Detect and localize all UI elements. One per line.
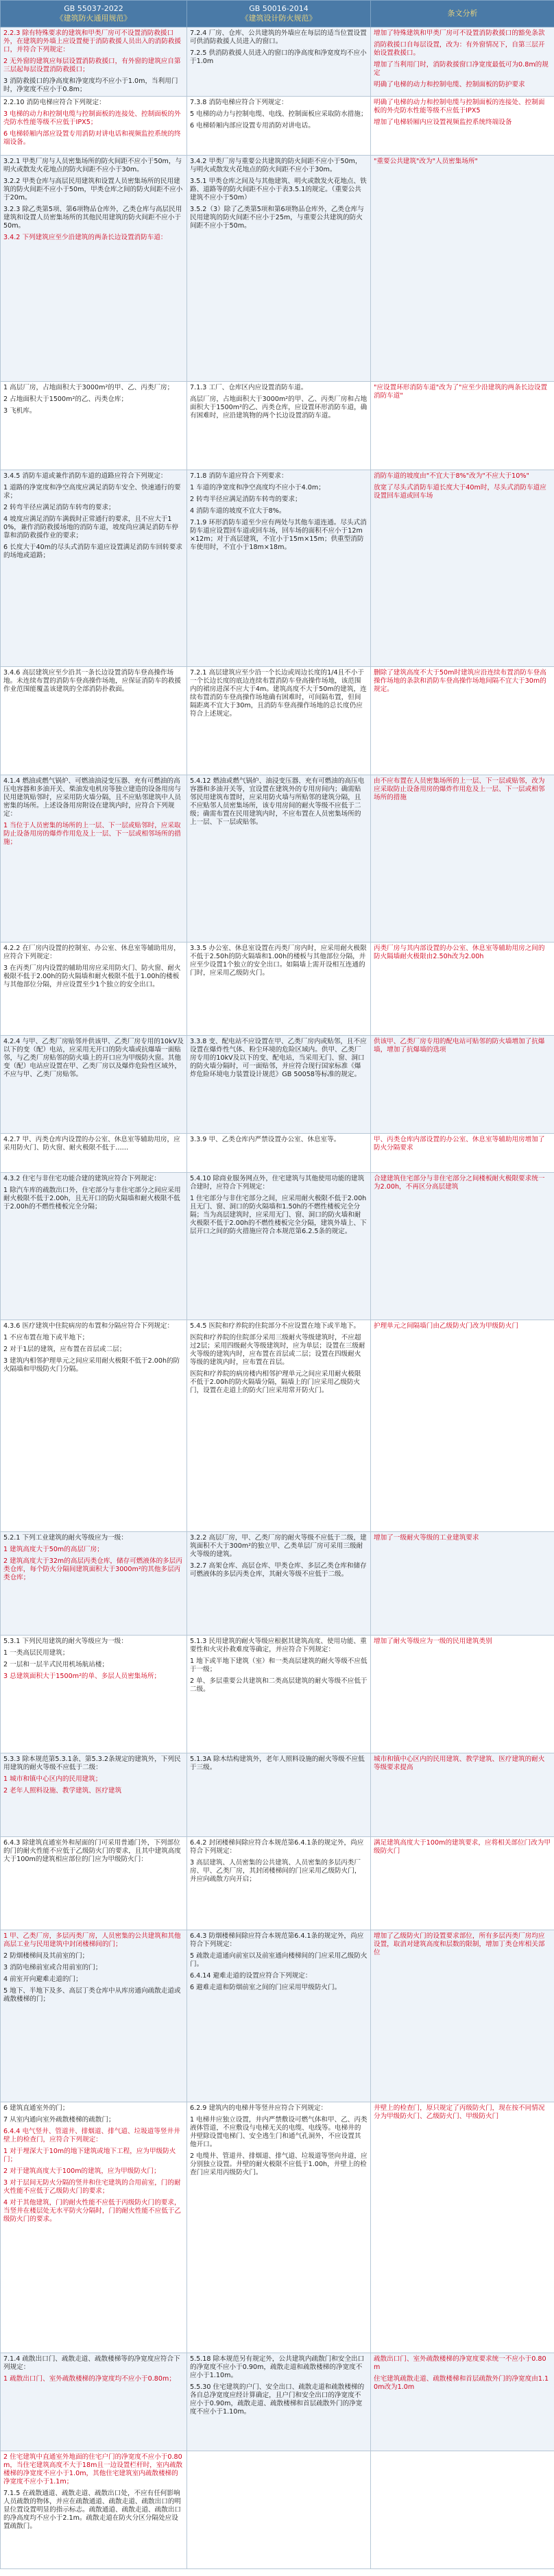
table-row <box>1 2102 554 2353</box>
clause-text: 7.1.8 消防车道应符合下列要求： <box>190 472 288 480</box>
table-row <box>1 382 554 470</box>
clause-text: 4.2.4 与甲、乙类厂房贴邻并供该甲、乙类厂房专用的10kV及以下的变（配）电站，应采用无开口的防火墙或抗爆墙一面贴邻，与乙类厂房贴邻的防火墙上的开口应为甲级防火窗。其他变（配）电站应设置在甲、乙类厂房以及爆炸危险性区域外，不应与甲、乙类厂房贴邻。 <box>3 1038 184 1078</box>
new-code-cell <box>1 667 187 775</box>
clause-text: 1 一类高层民用建筑； <box>3 1649 69 1657</box>
analysis-cell <box>371 382 554 470</box>
table-row <box>1 1134 554 1173</box>
clause-text: 甲、丙类仓库内部设置的办公室、休息室等辅助用房增加了防火分隔要求 <box>374 1136 545 1152</box>
old-code-cell <box>187 97 371 156</box>
clause-text: 2 建筑高度大于32m的高层丙类仓库，储存可燃液体的多层丙类仓库，每个防火分隔间建筑面积大于3000m²的其他多层丙类仓库； <box>3 1557 182 1581</box>
analysis-cell <box>371 2451 554 2569</box>
clause-text: 1 除汽车库的疏散出口外，住宅部分与非住宅部分之间应采用耐火极限不低于2.00h，且无开口的防火隔墙和耐火极限不低于2.00h的不燃性楼板完全分隔； <box>3 1187 181 1211</box>
clause-text: 6 长度大于40m的尽头式消防车道应设置满足消防车回转要求的场地或道路； <box>3 544 182 559</box>
clause-text: 4.2.7 甲、丙类仓库内设置的办公室、休息室等辅助用房，应采用防火门、防火窗、耐火极限不低于…… <box>3 1136 180 1152</box>
old-code-cell <box>187 2353 371 2451</box>
clause-text: 消防救援口自每层设置，改为：有外窗情况下，自第三层开始设置救援口。 <box>374 41 545 57</box>
clause-text: 满足建筑高度大于100m的建筑要求，应将相关部位门改为甲级防火门 <box>374 1839 551 1855</box>
clause-text: 消防车道的坡度由"不宜大于8%"改为"不应大于10%" <box>374 472 529 480</box>
clause-text: 7.1.4 疏散出口门、疏散走道、疏散楼梯等的净宽度应符合下列规定： <box>3 2355 180 2371</box>
clause-text: 7.3.8 消防电梯应符合下列规定： <box>190 99 288 106</box>
clause-text: 2 电缆井、管道井、排烟道、排气道、垃圾道等竖向井道，应分别独立设置。井壁的耐火极限不应低于1.00h，井壁上的检查门应采用丙级防火门。 <box>190 2152 368 2176</box>
clause-text: 疏散出口门、室外疏散楼梯的净宽度要求统一不应小于0.80m <box>374 2355 546 2371</box>
clause-text: 1 道路的净宽度和净空高度应满足消防车安全、快速通行的要求； <box>3 484 181 500</box>
header-new-code-title: GB 55037-2022 <box>64 4 123 13</box>
clause-text: 增加了电梯轿厢内应设置视频监控系统终端设备 <box>374 119 512 126</box>
clause-text: "应设置环形消防车道"改为了"应至少沿建筑的两条长边设置消防车道" <box>374 384 548 400</box>
new-code-cell <box>1 1636 187 1753</box>
clause-text: 2.2.3 除有特殊要求的建筑和甲类厂房可不设置消防救援口外，在建筑的外墙上应设置便于消防救援人员出入的消防救援口，并符合下列规定： <box>3 29 182 53</box>
header-old-code-title: GB 50016-2014 <box>249 4 309 13</box>
analysis-cell <box>371 2102 554 2353</box>
clause-text: 2 对于建筑高度大于100m的建筑，应为甲级防火门； <box>3 2167 160 2175</box>
clause-text: 3 消防救援口的净高度和净宽度均不应小于1.0m，当利用门时，净宽度不应小于0.8m； <box>3 77 178 93</box>
clause-text: 5.4.12 燃油或燃气锅炉、油浸变压器、充有可燃油的高压电容器和多油开关等，宜设置在建筑外的专用房间内；确需贴邻民用建筑布置时，应采用防火墙与所贴邻的建筑分隔，且不应贴邻人员密集场所，该专用房间的耐火等级不应低于二级；确需布置在民用建筑内时，不应布置在人员密集场所的上一层、下一层或贴邻。 <box>190 777 365 826</box>
clause-text: 6 电梯轿厢内部应设置专用消防对讲电话和视频监控系统的终端设备。 <box>3 130 181 146</box>
analysis-cell <box>371 775 554 943</box>
analysis-cell <box>371 1837 554 1930</box>
header-analysis <box>371 1 554 27</box>
clause-text: 3 消防电梯前室或合用前室的门； <box>3 1964 102 1971</box>
clause-text: 7.1.3 工厂、仓库区内应设置消防车道。 <box>190 384 308 391</box>
clause-text: 7 从室内通向室外疏散楼梯的疏散门； <box>3 2116 115 2124</box>
table-row <box>1 1636 554 1753</box>
header-new-code <box>1 1 187 27</box>
clause-text: 4 前室开向避难走道的门； <box>3 1976 82 1983</box>
clause-text: 5 电梯的动力与控制电缆、电线、控制面板应采取防水措施； <box>190 110 368 118</box>
clause-text: 4 坡度应满足消防车满载时正常通行的要求，且不应大于10%，兼作消防救援场地的消防车道，坡度尚应满足消防车停靠和消防救援作业的要求； <box>3 515 179 539</box>
table-row <box>1 2451 554 2569</box>
clause-text: 1 车道的净宽度和净空高度均不应小于4.0m； <box>190 484 325 491</box>
clause-text: 1 高层厂房，占地面积大于3000m²的甲、乙、丙类厂房； <box>3 384 174 391</box>
table-row <box>1 1320 554 1532</box>
clause-text: 4.1.4 燃油或燃气锅炉、可燃油油浸变压器、充有可燃油的高压电容器和多油开关、柴油发电机房等独立建造的设备用房与民用建筑贴邻时，应采用防火墙分隔，且不应贴邻建筑中人员密集的场所。上述设备用房附设在建筑内时，应符合下列规定： <box>3 777 182 818</box>
old-code-cell <box>187 1173 371 1320</box>
clause-text: 增加了特殊建筑和甲类厂房可不设置消防救援口的豁免条款 <box>374 29 545 37</box>
clause-text: 3.4.2 下列建筑应至少沿建筑的两条长边设置消防车道： <box>3 234 167 241</box>
header-new-code-subtitle: 《建筑防火通用规范》 <box>56 14 132 23</box>
old-code-cell <box>187 470 371 667</box>
clause-text: 2.2.10 消防电梯应符合下列规定： <box>3 99 106 106</box>
clause-text: 增加了耐火等级应为一级的民用建筑类别 <box>374 1638 492 1645</box>
analysis-cell <box>371 156 554 382</box>
analysis-cell <box>371 2353 554 2451</box>
clause-text: 井壁上的检查门，原只规定了丙级防火门，现在按不同情况分为甲级防火门、乙级防火门、甲级防火门 <box>374 2104 545 2120</box>
clause-text: 2 转弯半径应满足消防车转弯的要求； <box>190 496 302 503</box>
table-row <box>1 775 554 943</box>
new-code-cell <box>1 382 187 470</box>
table-row <box>1 2353 554 2451</box>
clause-text: 3.3.9 甲、乙类仓库内严禁设置办公室、休息室等。 <box>190 1136 341 1143</box>
clause-text: 增加了当利用门时，消防救援窗口净宽度最低可为0.8m的规定 <box>374 61 549 77</box>
old-code-cell <box>187 1134 371 1173</box>
new-code-cell <box>1 97 187 156</box>
old-code-cell <box>187 1532 371 1636</box>
table-header-row <box>1 1 554 27</box>
new-code-cell <box>1 943 187 1036</box>
clause-text: 供该甲、乙类厂房专用的配电站可贴邻的防火墙增加了抗爆墙，增加了抗爆墙的选项 <box>374 1038 545 1054</box>
clause-text: 7.1.5 在疏散通道、疏散走道、疏散出口处，不应有任何影响人员疏散的物体，并应在疏散通道、疏散走道、疏散出口的明显位置设置明显的指示标志。疏散通道、疏散走道、疏散出口的净高度均不应小于2.1m。疏散走道在防火分区分隔处应设置疏散门。 <box>3 2490 182 2530</box>
new-code-cell <box>1 1036 187 1134</box>
analysis-cell <box>371 470 554 667</box>
old-code-cell <box>187 2102 371 2353</box>
clause-text: 3 总建筑面积大于1500m²的单、多层人员密集场所； <box>3 1673 161 1680</box>
clause-text: 6 建筑直通室外的门； <box>3 2104 69 2112</box>
clause-text: 医院和疗养院的病房楼内相邻护理单元之间应采用耐火极限不低于2.00h的防火隔墙分隔，隔墙上的门应采用乙级防火门，设置在走道上的防火门应采用常开防火门。 <box>190 1370 361 1394</box>
clause-text: 1 建筑高度大于50m的高层厂房； <box>3 1546 104 1553</box>
clause-text: 3 电梯的动力和控制电缆与控制面板的连接处、控制面板的外壳防水性能等级不应低于IPX5； <box>3 110 181 126</box>
clause-text: 增加了乙级防火门的设置要求部位，所有多层丙类厂房均应设置，取消对建筑高度和层数的限制，增加丁类仓库相关部位 <box>374 1932 545 1956</box>
clause-text: 3 对于层间无防火分隔的竖井和住宅建筑的合用前室，门的耐火性能不应低于乙级防火门的要求； <box>3 2179 181 2195</box>
analysis-cell <box>371 1753 554 1837</box>
old-code-cell <box>187 775 371 943</box>
table-row <box>1 470 554 667</box>
clause-text: 2 单、多层重要公共建筑和二类高层建筑的耐火等级不应低于二级。 <box>190 1677 368 1693</box>
clause-text: 6.4.3 除建筑直通室外和屋面的门可采用普通门外，下列部位的门的耐火性能不应低于乙级防火门的要求，且其中建筑高度大于100m的建筑相应部位的门应为甲级防火门： <box>3 1839 182 1863</box>
clause-text: 3.3.5 办公室、休息室设置在丙类厂房内时，应采用耐火极限不低于2.50h的防火隔墙和1.00h的楼板与其他部位分隔，并应至少设置1个独立的安全出口。如隔墙上需开设相互连通的门时，应采用乙级防火门。 <box>190 945 367 977</box>
analysis-cell <box>371 1173 554 1320</box>
clause-text: 1 不应布置在地下或半地下； <box>3 1334 89 1341</box>
clause-text: 1 城市和镇中心区内的民用建筑； <box>3 1775 102 1783</box>
analysis-cell <box>371 1930 554 2102</box>
table-row <box>1 1036 554 1134</box>
clause-text: 3 飞机库。 <box>3 407 36 415</box>
analysis-cell <box>371 943 554 1036</box>
clause-text: 1 地下或半地下建筑（室）和一类高层建筑的耐火等级不应低于一级； <box>190 1657 368 1673</box>
clause-text: 3 在丙类厂房内设置的辅助用房应采用防火门、防火窗、耐火极限不低于2.00h的防火隔墙和耐火极限不低于1.00h的楼板与其他部位分隔，并应设置至少1个独立的安全出口。 <box>3 964 181 988</box>
old-code-cell <box>187 1930 371 2102</box>
clause-text: 4 对于其他建筑，门的耐火性能不应低于丙级防火门的要求，当竖井在楼层处无水平防火分隔时，门的耐火性能不应低于乙级防火门的要求。 <box>3 2199 182 2223</box>
clause-text: 6.4.14 避难走道的设置应符合下列规定： <box>190 1972 312 1980</box>
table-row <box>1 1173 554 1320</box>
clause-text: 2 对于1层的建筑，应布置在首层或二层； <box>3 1346 126 1353</box>
table-row <box>1 156 554 382</box>
clause-text: 3.5.2（3）除了乙类第5项和第6项物品仓库外，乙类仓库与民用建筑的防火间距不应小于25m，与重要公共建筑的防火间距不应小于50m。 <box>190 206 364 230</box>
clause-text: 3.4.2 甲类厂房与重要公共建筑的防火间距不应小于50m，与明火或散发火花地点的防火间距不应小于30m。 <box>190 158 362 173</box>
clause-text: 3.4.5 消防车道或兼作消防车道的道路应符合下列规定： <box>3 472 167 480</box>
new-code-cell <box>1 1753 187 1837</box>
clause-text: 2 无外窗的建筑应每层设置消防救援口，有外窗的建筑应自第三层起每层设置消防救援口； <box>3 58 181 73</box>
clause-text: 3.5.1 甲类仓库之间及与其他建筑、明火或散发火花地点、铁路、道路等的防火间距不应小于表3.5.1的规定。（重要公共建筑不应小于50m） <box>190 178 367 202</box>
clause-text: 3.2.2 高层厂房，甲、乙类厂房的耐火等级不应低于二级，建筑面积不大于300m²的独立甲、乙类单层厂房可采用三级耐火等级的建筑。 <box>190 1534 367 1558</box>
clause-text: "重要公共建筑"改为"人员密集场所" <box>374 158 478 165</box>
header-old-code <box>187 1 371 27</box>
clause-text: 明确了电梯的动力和控制电缆与控制面板的连接处、控制面板的外壳防水性能等级不应低于IPX5 <box>374 99 545 114</box>
clause-text: 3.3.8 变、配电站不应设置在甲、乙类厂房内或贴邻，且不应设置在爆炸性气体、粉尘环境的危险区域内。供甲、乙类厂房专用的10kV及以下的变、配电站，当采用无门、窗、洞口的防火墙分隔时，可一面贴邻，并应符合现行国家标准《爆炸危险环境电力装置设计规范》GB 50058等标准的规定。 <box>190 1038 367 1078</box>
clause-text: 合建建筑住宅部分与非住宅部分之间楼板耐火极限要求统一为2.00h，不再区分高层建筑 <box>374 1175 545 1191</box>
new-code-cell <box>1 1532 187 1636</box>
clause-text: 由不应布置在人员密集场所的上一层、下一层或贴邻，改为应采取防止设备用房的爆炸作用危及上一层、下一层或相邻场所的措施 <box>374 777 545 801</box>
clause-text: 2 防烟楼梯间及其前室的门； <box>3 1952 89 1960</box>
clause-text: 增加了一级耐火等级的工业建筑要求 <box>374 1534 479 1542</box>
clause-text: 1 甲、乙类厂房，多层丙类厂房，人员密集的公共建筑和其他高层工业与民用建筑中封闭楼梯间的门； <box>3 1932 181 1948</box>
old-code-cell <box>187 2451 371 2569</box>
table-row <box>1 1532 554 1636</box>
clause-text: 3.2.1 甲类厂房与人员密集场所的防火间距不应小于50m，与明火或散发火花地点的防火间距不应小于30m。 <box>3 158 182 173</box>
clause-text: 3 建筑内相邻护理单元之间应采用耐火极限不低于2.00h的防火隔墙和甲级防火门分隔。 <box>3 1357 180 1373</box>
header-old-code-subtitle: 《建筑设计防火规范》 <box>241 14 317 23</box>
new-code-cell <box>1 1134 187 1173</box>
old-code-cell <box>187 27 371 97</box>
analysis-cell <box>371 1532 554 1636</box>
clause-text: 5.1.3 民用建筑的耐火等级应根据其建筑高度、使用功能、重要性和火灾扑救难度等确定，并应符合下列规定： <box>190 1638 367 1653</box>
old-code-cell <box>187 1320 371 1532</box>
analysis-cell <box>371 1320 554 1532</box>
old-code-cell <box>187 667 371 775</box>
clause-text: 5.2.1 下列工业建筑的耐火等级应为一级： <box>3 1534 128 1542</box>
clause-text: 5 地下、半地下及多、高层丁类仓库中从库房通向疏散走道或疏散楼梯的门； <box>3 1987 181 2003</box>
analysis-cell <box>371 667 554 775</box>
new-code-cell <box>1 1837 187 1930</box>
clause-text: 1 住宅部分与非住宅部分之间，应采用耐火极限不低于2.00h且无门、窗、洞口的防火隔墙和1.50h的不燃性楼板完全分隔；当为高层建筑时，应采用无门、窗、洞口的防火墙和耐火极限不低于2.00h的不燃性楼板完全分隔，建筑外墙上、下层开口之间的防火措施应符合本规范第6.2.5条的规定。 <box>190 1195 367 1235</box>
table-row <box>1 943 554 1036</box>
clause-text: 明确了电梯的动力和控制电缆、控制面板的防护要求 <box>374 81 525 88</box>
clause-text: 5.5.30 住宅建筑的户门、安全出口、疏散走道和疏散楼梯的各自总净宽度应经计算确定，且户门和安全出口的净宽度不应小于0.90m，疏散走道、疏散楼梯和首层疏散外门的净宽度不应小于1.10m。 <box>190 2383 365 2416</box>
new-code-cell <box>1 2102 187 2353</box>
new-code-cell <box>1 2353 187 2451</box>
clause-text: 2 老年人照料设施、教学建筑、医疗建筑 <box>3 1787 122 1795</box>
analysis-cell <box>371 27 554 97</box>
old-code-cell <box>187 1753 371 1837</box>
clause-text: 5.4.10 除商业服务网点外，住宅建筑与其他使用功能的建筑合建时，应符合下列规定： <box>190 1175 365 1191</box>
clause-text: 2 一层和一层半式民用机场航站楼； <box>3 1661 109 1668</box>
table-row <box>1 97 554 156</box>
clause-text: 3.2.7 高架仓库、高层仓库、甲类仓库、多层乙类仓库和储存可燃液体的多层丙类仓库，其耐火等级不应低于二级。 <box>190 1562 367 1578</box>
new-code-cell <box>1 470 187 667</box>
clause-text: 6.2.9 建筑内的电梯井等竖井应符合下列规定： <box>190 2104 328 2112</box>
clause-text: 6.4.2 封闭楼梯间除应符合本规范第6.4.1条的规定外，尚应符合下列规定： <box>190 1839 364 1855</box>
clause-text: 5.5.18 除本规范另有规定外，公共建筑内疏散门和安全出口的净宽度不应小于0.90m，疏散走道和疏散楼梯的净宽度不应小于1.10m。 <box>190 2355 365 2379</box>
analysis-cell <box>371 1134 554 1173</box>
table-row <box>1 27 554 97</box>
clause-text: 5.3.1 下列民用建筑的耐火等级应为一级： <box>3 1638 128 1645</box>
old-code-cell <box>187 1036 371 1134</box>
new-code-cell <box>1 2451 187 2569</box>
table-row <box>1 1837 554 1930</box>
analysis-cell <box>371 97 554 156</box>
table-row <box>1 1930 554 2102</box>
clause-text: 5 疏散走道通向前室以及前室通向楼梯间的门应采用乙级防火门。 <box>190 1952 368 1968</box>
clause-text: 1 电梯井应独立设置，井内严禁敷设可燃气体和甲、乙、丙类液体管道，不应敷设与电梯无关的电缆、电线等。电梯井的井壁除设置电梯门、安全逃生门和通气孔洞外，不应设置其他开口。 <box>190 2116 368 2148</box>
clause-text: 7.2.4 厂房、仓库、公共建筑的外墙应在每层的适当位置设置可供消防救援人员进入的窗口。 <box>190 29 367 45</box>
new-code-cell <box>1 156 187 382</box>
new-code-cell <box>1 1320 187 1532</box>
table-row <box>1 1753 554 1837</box>
clause-text: 高层厂房，占地面积大于3000m²的甲、乙、丙类厂房和占地面积大于1500m²的乙、丙类仓库，应设置环形消防车道，确有困难时，应沿建筑物的两个长边设置消防车道。 <box>190 396 368 420</box>
clause-text: 4.3.2 住宅与非住宅功能合建的建筑应符合下列规定： <box>3 1175 160 1182</box>
clause-text: 2 转弯半径应满足消防车转弯的要求； <box>3 504 115 511</box>
clause-text: 丙类厂房与其内部设置的办公室、休息室等辅助用房之间的防火隔墙耐火极限由2.50h改为2.00h <box>374 945 545 960</box>
table-body <box>1 27 554 2569</box>
clause-text: 4.2.2 在厂房内设置的控制室、办公室、休息室等辅助用房，应符合下列规定： <box>3 945 180 960</box>
clause-text: 3.2.2 甲类仓库与高层民用建筑和设置人员密集场所的民用建筑的防火间距不应小于50m，甲类仓库之间的防火间距不应小于20m。 <box>3 178 183 202</box>
clause-text: 6 电梯轿厢内部应设置专用消防对讲电话。 <box>190 122 315 130</box>
table-row <box>1 667 554 775</box>
clause-text: 7.1.9 环形消防车道至少应有两处与其他车道连通。尽头式消防车道应设置回车道或回车场，回车场的面积不应小于12m×12m；对于高层建筑，不宜小于15m×15m；供重型消防车使用时，不宜小于18m×18m。 <box>190 519 367 551</box>
clause-text: 护理单元之间隔墙门由乙级防火门改为甲级防火门 <box>374 1322 519 1330</box>
clause-text: 6.4.3 防烟楼梯间除应符合本规范第6.4.1条的规定外，尚应符合下列规定： <box>190 1932 364 1948</box>
clause-text: 住宅建筑疏散走道、疏散楼梯和首层疏散外门的净宽度由1.10m改为1.0m <box>374 2375 549 2391</box>
new-code-cell <box>1 27 187 97</box>
old-code-cell <box>187 1837 371 1930</box>
clause-text: 1 对于埋深大于10m的地下建筑或地下工程，应为甲级防火门； <box>3 2148 176 2163</box>
clause-text: 5.3.3 除本规范第5.3.1条、第5.3.2条规定的建筑外，下列民用建筑的耐火等级不应低于二级： <box>3 1755 181 1771</box>
clause-text: 3.2.3 除乙类第5项、第6项物品仓库外，乙类仓库与高层民用建筑和设置人员密集场所的其他民用建筑的防火间距不应小于50m。 <box>3 206 182 230</box>
clause-text: 3.4.6 高层建筑应至少沿其一条长边设置消防车登高操作场地。未连续布置的消防车登高操作场地，应保证消防车的救援作业范围能覆盖该建筑的全部消防扑救面。 <box>3 669 182 693</box>
old-code-cell <box>187 156 371 382</box>
new-code-cell <box>1 1930 187 2102</box>
clause-text: 7.2.5 供消防救援人员进入的窗口的净高度和净宽度均不应小于1.0m <box>190 49 367 65</box>
old-code-cell <box>187 382 371 470</box>
clause-text: 3 高层建筑、人员密集的公共建筑、人员密集的多层丙类厂房、甲、乙类厂房，其封闭楼梯间的门应采用乙级防火门，并应向疏散方向开启； <box>190 1859 361 1883</box>
header-analysis-title: 条文分析 <box>447 9 478 18</box>
new-code-cell <box>1 1173 187 1320</box>
new-code-cell <box>1 775 187 943</box>
analysis-cell <box>371 1636 554 1753</box>
clause-text: 2 占地面积大于1500m²的乙、丙类仓库； <box>3 396 128 403</box>
old-code-cell <box>187 943 371 1036</box>
clause-text: 放宽了尽头式消防车道长度大于40m时，尽头式消防车道应设置回车道或回车场 <box>374 484 546 500</box>
clause-text: 6.4.4 电气竖井、管道井、排烟道、排气道、垃圾道等竖井井壁上的检查门，应符合下列规定： <box>3 2128 180 2143</box>
clause-text: 4 消防车道的坡度不宜大于8%。 <box>190 507 286 515</box>
clause-text: 1 当位于人员密集的场所的上一层、下一层或贴邻时，应采取防止设备用房的爆炸作用危及上一层、下一层或相邻场所的措施； <box>3 822 182 846</box>
clause-text: 医院和疗养院的住院部分采用三级耐火等级建筑时，不应超过2层；采用四级耐火等级建筑时，应为单层；设置在三级耐火等级的建筑内时，应布置在首层或二层；设置在四级耐火等级的建筑内时，应布置在首层。 <box>190 1334 365 1366</box>
clause-text: 4.3.6 医疗建筑中住院病房的布置和分隔应符合下列规定： <box>3 1322 174 1330</box>
clause-text: 7.2.1 高层建筑应至少沿一个长边或周边长度的1/4且不小于一个长边长度的底边连续布置消防车登高操作场地，该范围内的裙房进深不应大于4m。建筑高度不大于50m的建筑，连续布置消防车登高操作场地确有困难时，可间隔布置，但间隔距离不宜大于30m，且消防车登高操作场地的总长度仍应符合上述规定。 <box>190 669 367 718</box>
clause-text: 6 避难走道和防烟前室之间的门应采用甲级防火门。 <box>190 1984 341 1991</box>
old-code-cell <box>187 1636 371 1753</box>
analysis-cell <box>371 1036 554 1134</box>
clause-text: 5.1.3A 除木结构建筑外，老年人照料设施的耐火等级不应低于三级。 <box>190 1755 365 1771</box>
clause-text: 1 疏散出口门、室外疏散楼梯的净宽度均不应小于0.80m； <box>3 2375 176 2383</box>
clause-text: 5.4.5 医院和疗养院的住院部分不应设置在地下或半地下。 <box>190 1322 361 1330</box>
clause-text: 2 住宅建筑中直通室外地面的住宅户门的净宽度不应小于0.80m，当住宅建筑高度不大于18m且一边设置栏杆时，室内疏散楼梯的净宽度不应小于1.0m，其他住宅建筑室内疏散楼梯的净宽度不应小于1.1m； <box>3 2453 183 2486</box>
clause-text: 城市和镇中心区内的民用建筑、教学建筑、医疗建筑的耐火等级要求提高 <box>374 1755 545 1771</box>
clause-text: 删除了建筑高度不大于50m时建筑应沿连续布置消防车登高操作场地的条款和消防车登高操作场地间隔不宜大于30m的规定。 <box>374 669 546 693</box>
